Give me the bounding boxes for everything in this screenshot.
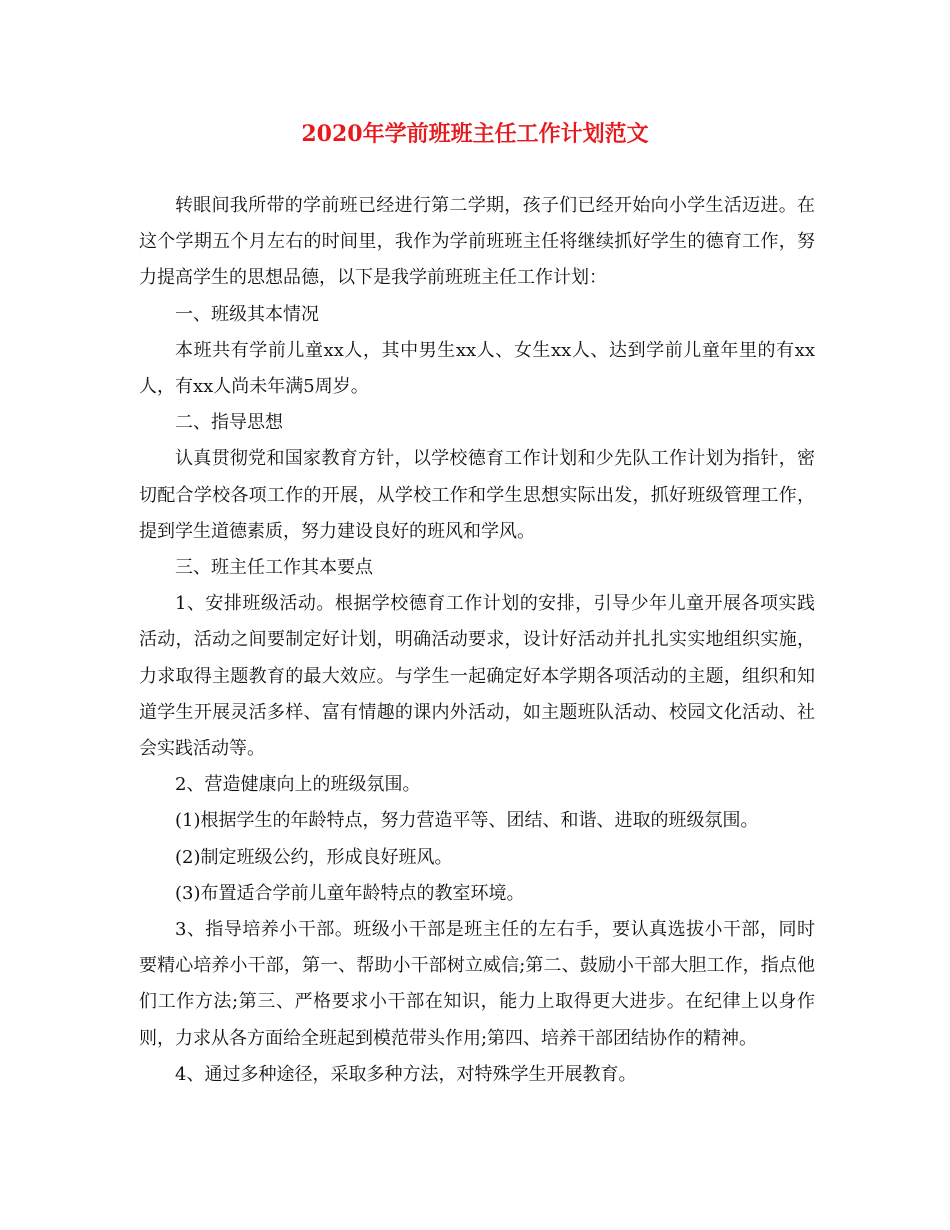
class-overview-paragraph: 本班共有学前儿童xx人，其中男生xx人、女生xx人、达到学前儿童年里的有xx人，有xx人尚未年满5周岁。 — [139, 339, 815, 398]
work-point-2-item-2: (2)制定班级公约，形成良好班风。 — [175, 846, 453, 868]
section-heading-work-points: 三、班主任工作其本要点 — [175, 557, 373, 579]
work-point-3-paragraph: 3、指导培养小干部。班级小干部是班主任的左右手，要认真选拔小干部，同时要精心培养小干部，第一、帮助小干部树立威信;第二、鼓励小干部大胆工作，指点他们工作方法;第三、严格要求小干部在知识，能力上取得更大进步。在纪律上以身作则，力求从各方面给全班起到模范带头作用;第四、培养干部团结协作的精神。 — [139, 919, 815, 1049]
section-heading-class-overview: 一、班级其本情况 — [175, 303, 319, 325]
work-point-2-item-1: (1)根据学生的年龄特点，努力营造平等、团结、和谐、进取的班级氛围。 — [175, 810, 759, 832]
work-point-4-paragraph: 4、通过多种途径，采取多种方法，对特殊学生开展教育。 — [175, 1063, 637, 1085]
document-title: 2020年学前班班主任工作计划范文 — [301, 121, 649, 147]
section-heading-guiding-ideology: 二、指导思想 — [175, 412, 283, 434]
work-point-1-paragraph: 1、安排班级活动。根据学校德育工作计划的安排，引导少年儿童开展各项实践活动，活动之间要制定好计划，明确活动要求，设计好活动并扎扎实实地组织实施，力求取得主题教育的最大效应。与学生一起确定好本学期各项活动的主题，组织和知道学生开展灵活多样、富有情趣的课内外活动，如主题班队活动、校园文化活动、社会实践活动等。 — [139, 593, 815, 760]
guiding-ideology-paragraph: 认真贯彻党和国家教育方针，以学校德育工作计划和少先队工作计划为指针，密切配合学校各项工作的开展，从学校工作和学生思想实际出发，抓好班级管理工作，提到学生道德素质，努力建设良好的班风和学风。 — [139, 448, 815, 542]
intro-paragraph: 转眼间我所带的学前班已经进行第二学期，孩子们已经开始向小学生活迈进。在这个学期五个月左右的时间里，我作为学前班班主任将继续抓好学生的德育工作，努力提高学生的思想品德，以下是我学前班班主任工作计划： — [139, 195, 815, 289]
work-point-2-item-3: (3)布置适合学前儿童年龄特点的教室环境。 — [175, 882, 525, 904]
document-body — [139, 188, 815, 1093]
work-point-2-heading: 2、营造健康向上的班级氛围。 — [175, 774, 421, 796]
